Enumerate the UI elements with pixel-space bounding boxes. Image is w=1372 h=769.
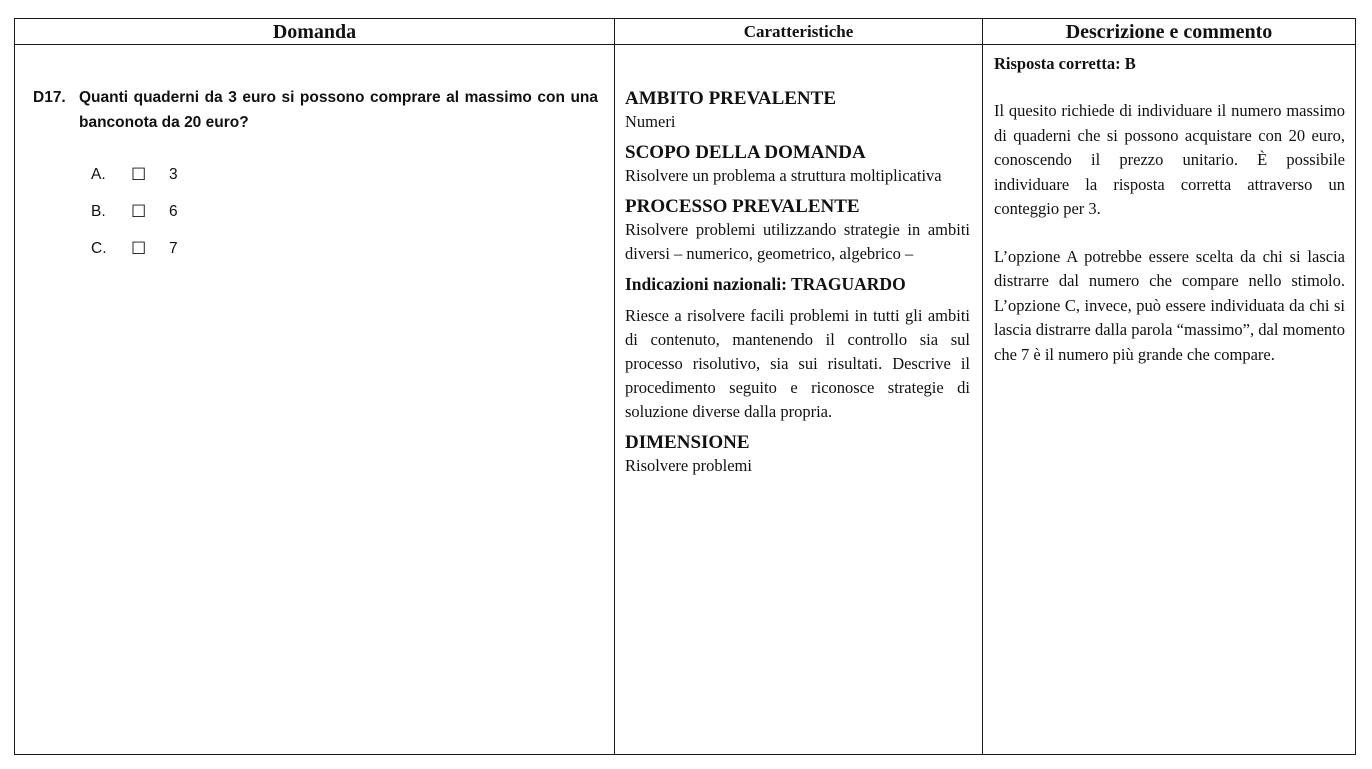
question-number: D17.	[33, 89, 66, 106]
option-letter: A.	[91, 165, 106, 183]
option-a[interactable]	[91, 156, 598, 193]
question-text: Quanti quaderni da 3 euro si possono comprare al massimo con una banconota da 20 euro?	[79, 89, 598, 131]
scopo-text: Risolvere un problema a struttura moltiplicativa	[625, 166, 942, 185]
comment-column	[983, 45, 1355, 754]
indicazioni-text: Riesce a risolvere facili problemi in tutti gli ambiti di contenuto, mantenendo il controllo sia sul processo risolutivo, sia sui risultati. Descrive il procedimento seguito e riconosce strategie di soluzione diverse dalla propria.	[625, 306, 970, 421]
dimensione-title: DIMENSIONE	[625, 432, 750, 453]
option-b[interactable]	[91, 193, 598, 230]
checkbox-icon[interactable]: ☐	[131, 238, 147, 258]
option-letter: C.	[91, 239, 107, 257]
ambito-text: Numeri	[625, 112, 676, 131]
question	[33, 85, 598, 135]
checkbox-icon[interactable]: ☐	[131, 201, 147, 221]
answer-options	[91, 156, 598, 267]
header-domanda: Domanda	[15, 19, 615, 45]
comment-paragraph-1: Il quesito richiede di individuare il numero massimo di quaderni che si possono acquistare con 20 euro, conoscendo il prezzo unitario. È possibile individuare la risposta corretta attraverso un conteggio per 3.	[994, 101, 1345, 218]
option-value: 3	[169, 165, 178, 183]
processo-text: Risolvere problemi utilizzando strategie in ambiti diversi – numerico, geometrico, algebrico –	[625, 220, 970, 263]
correct-answer: Risposta corretta: B	[994, 54, 1136, 73]
option-value: 6	[169, 202, 178, 220]
header-descrizione: Descrizione e commento	[983, 19, 1355, 45]
option-letter: B.	[91, 202, 106, 220]
processo-title: PROCESSO PREVALENTE	[625, 196, 860, 217]
comment-paragraph-2: L’opzione A potrebbe essere scelta da chi si lascia distrarre dal numero che compare nello stimolo. L’opzione C, invece, può essere individuata da chi si lascia distrarre dalla parola “massimo”, dal momento che 7 è il numero più grande che compare.	[994, 246, 1345, 364]
dimensione-text: Risolvere problemi	[625, 456, 752, 475]
checkbox-icon[interactable]: ☐	[131, 164, 147, 184]
indicazioni-title: Indicazioni nazionali: TRAGUARDO	[625, 274, 906, 294]
scopo-title: SCOPO DELLA DOMANDA	[625, 142, 866, 163]
option-c[interactable]	[91, 230, 598, 267]
header-caratteristiche: Caratteristiche	[615, 19, 983, 45]
ambito-title: AMBITO PREVALENTE	[625, 88, 836, 109]
option-value: 7	[169, 239, 178, 257]
question-column	[15, 45, 615, 754]
question-table	[14, 18, 1356, 755]
characteristics-column	[615, 45, 983, 754]
